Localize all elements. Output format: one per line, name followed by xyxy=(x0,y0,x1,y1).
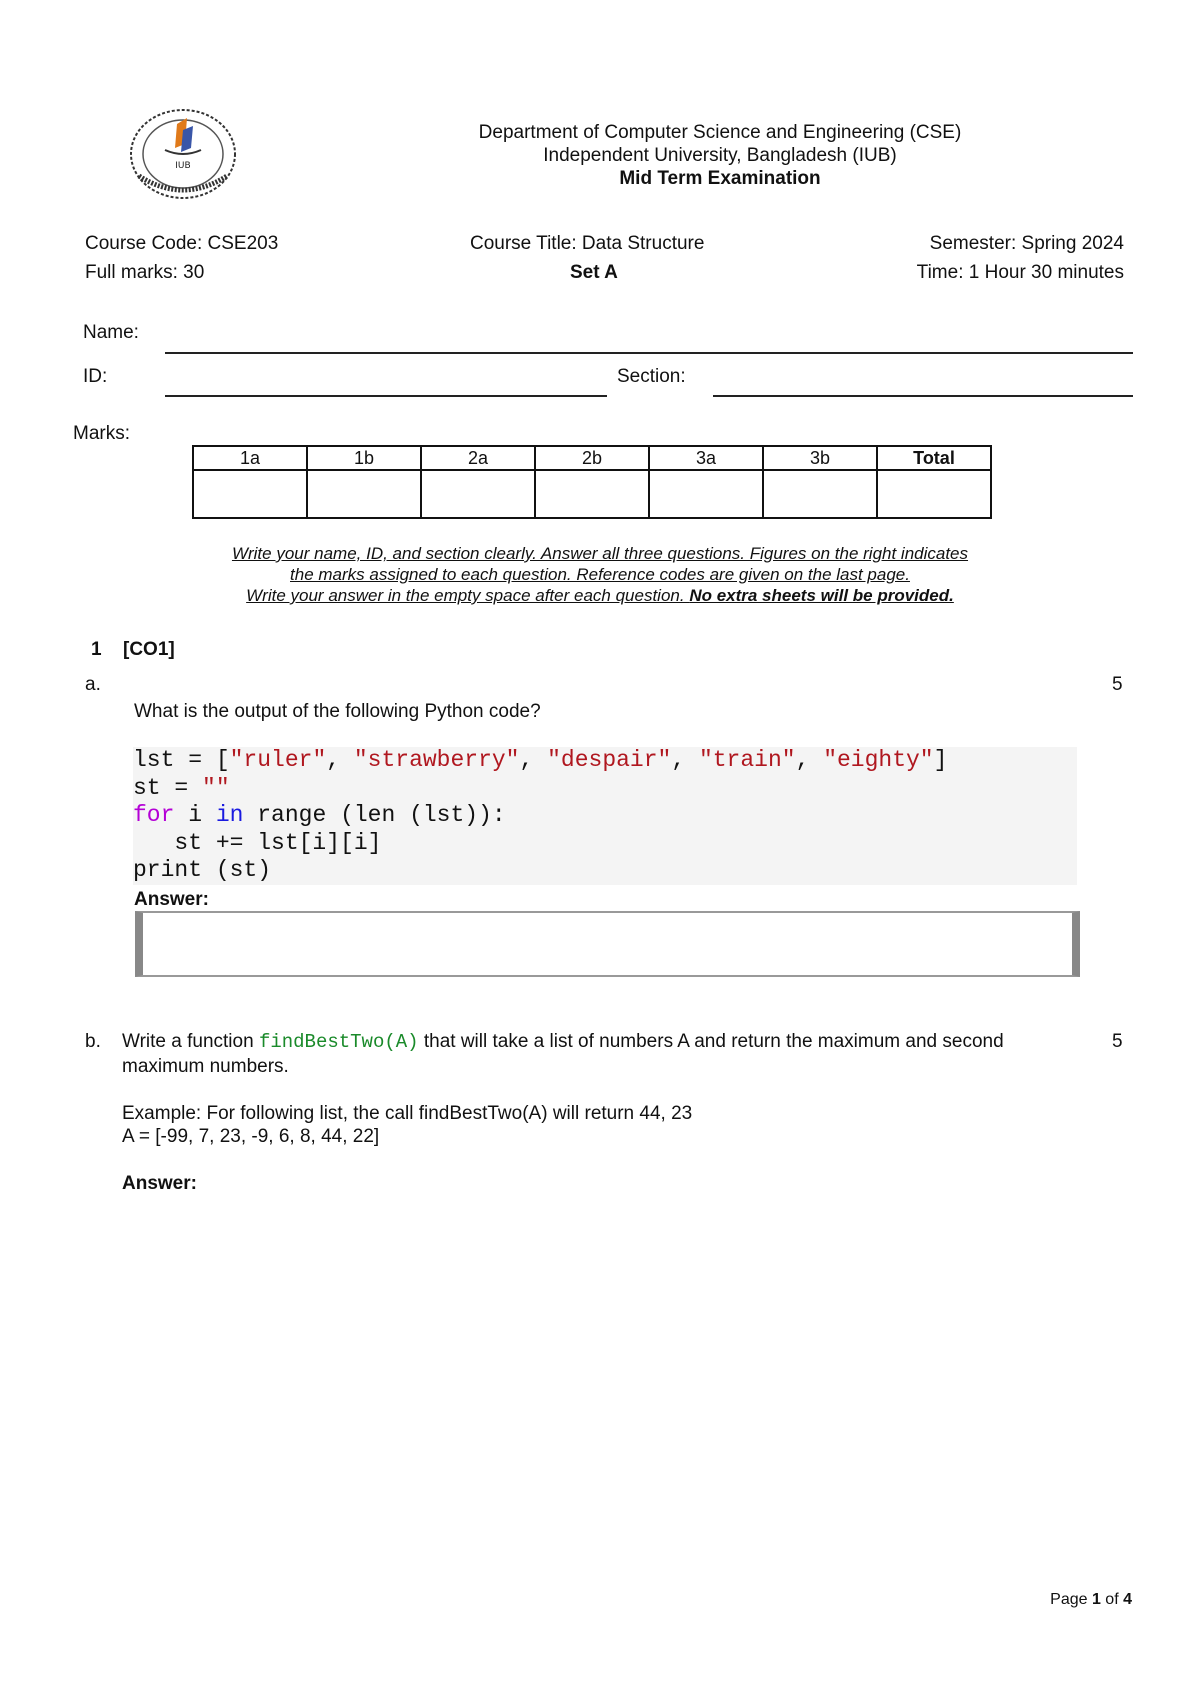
instructions-line-3 xyxy=(150,585,1050,606)
course-title: Course Title: Data Structure xyxy=(470,233,705,254)
instructions-line-1: Write your name, ID, and section clearly. Answer all three questions. Figures on the right indicates xyxy=(231,544,969,563)
exam-set: Set A xyxy=(570,262,618,283)
marks-col-3b: 3b xyxy=(763,446,877,470)
marks-col-2b: 2b xyxy=(535,446,649,470)
section-label: Section: xyxy=(617,366,686,387)
question-1b-marks: 5 xyxy=(1112,1031,1123,1052)
instructions-line-2: the marks assigned to each question. Reference codes are given on the last page. xyxy=(290,565,910,584)
section-field[interactable] xyxy=(713,395,1133,397)
question-1a-marks: 5 xyxy=(1112,674,1123,695)
marks-cell-3a[interactable] xyxy=(649,470,763,518)
code-line-1: lst = ["ruler", "strawberry", "despair", "train", "eighty"] xyxy=(133,747,948,773)
svg-text:IUB: IUB xyxy=(175,161,191,171)
id-field[interactable] xyxy=(165,395,607,397)
department-title: Department of Computer Science and Engineering (CSE) xyxy=(478,122,962,143)
instructions-line-3-text: Write your answer in the empty space after each question. xyxy=(246,586,690,605)
marks-table xyxy=(192,445,992,519)
marks-label: Marks: xyxy=(73,423,130,444)
code-line-3: for i in range (len (lst)): xyxy=(133,802,506,828)
marks-cell-1a[interactable] xyxy=(193,470,307,518)
marks-col-1a: 1a xyxy=(193,446,307,470)
marks-col-2a: 2a xyxy=(421,446,535,470)
marks-header-row xyxy=(193,446,991,470)
marks-cell-2a[interactable] xyxy=(421,470,535,518)
page-number: Page 1 of 4 xyxy=(1050,1591,1132,1608)
question-1b-example: Example: For following list, the call findBestTwo(A) will return 44, 23 xyxy=(122,1103,693,1124)
name-label: Name: xyxy=(83,322,139,343)
id-label: ID: xyxy=(83,366,108,387)
exam-time: Time: 1 Hour 30 minutes xyxy=(916,262,1124,283)
marks-col-1b: 1b xyxy=(307,446,421,470)
question-1a-prompt: What is the output of the following Python code? xyxy=(134,701,541,722)
marks-cell-1b[interactable] xyxy=(307,470,421,518)
course-code: Course Code: CSE203 xyxy=(85,233,279,254)
question-1-co: [CO1] xyxy=(123,639,175,660)
code-line-4: st += lst[i][i] xyxy=(133,829,382,856)
university-name: Independent University, Bangladesh (IUB) xyxy=(543,145,897,166)
code-line-5: print (st) xyxy=(133,857,272,883)
question-1b-answer-label: Answer: xyxy=(122,1173,197,1194)
exam-title: Mid Term Examination xyxy=(619,168,821,189)
marks-col-3a: 3a xyxy=(649,446,763,470)
question-1b-list: A = [-99, 7, 23, -9, 6, 8, 44, 22] xyxy=(122,1126,380,1147)
marks-cell-2b[interactable] xyxy=(535,470,649,518)
name-field[interactable] xyxy=(165,352,1133,354)
question-1b-text-line-2: maximum numbers. xyxy=(122,1056,289,1077)
question-1-number: 1 xyxy=(91,639,102,660)
marks-entry-row xyxy=(193,470,991,518)
marks-cell-3b[interactable] xyxy=(763,470,877,518)
full-marks: Full marks: 30 xyxy=(85,262,205,283)
marks-col-total: Total xyxy=(877,446,991,470)
question-1b-text: Write a function findBestTwo(A) that will take a list of numbers A and return the maximum and second xyxy=(122,1031,1004,1053)
code-block xyxy=(133,747,1077,885)
function-name: findBestTwo(A) xyxy=(258,1031,419,1053)
question-1a-answer-box[interactable] xyxy=(135,911,1080,977)
question-1b-answer-area[interactable] xyxy=(122,1205,1082,1535)
question-1b-label: b. xyxy=(85,1031,101,1052)
marks-cell-total[interactable] xyxy=(877,470,991,518)
question-1a-label: a. xyxy=(85,674,101,695)
university-logo xyxy=(125,104,241,202)
question-1a-answer-label: Answer: xyxy=(134,889,209,910)
instructions-no-extra-sheets: No extra sheets will be provided. xyxy=(689,586,954,605)
semester: Semester: Spring 2024 xyxy=(929,233,1124,254)
code-line-2: st = "" xyxy=(133,774,230,801)
